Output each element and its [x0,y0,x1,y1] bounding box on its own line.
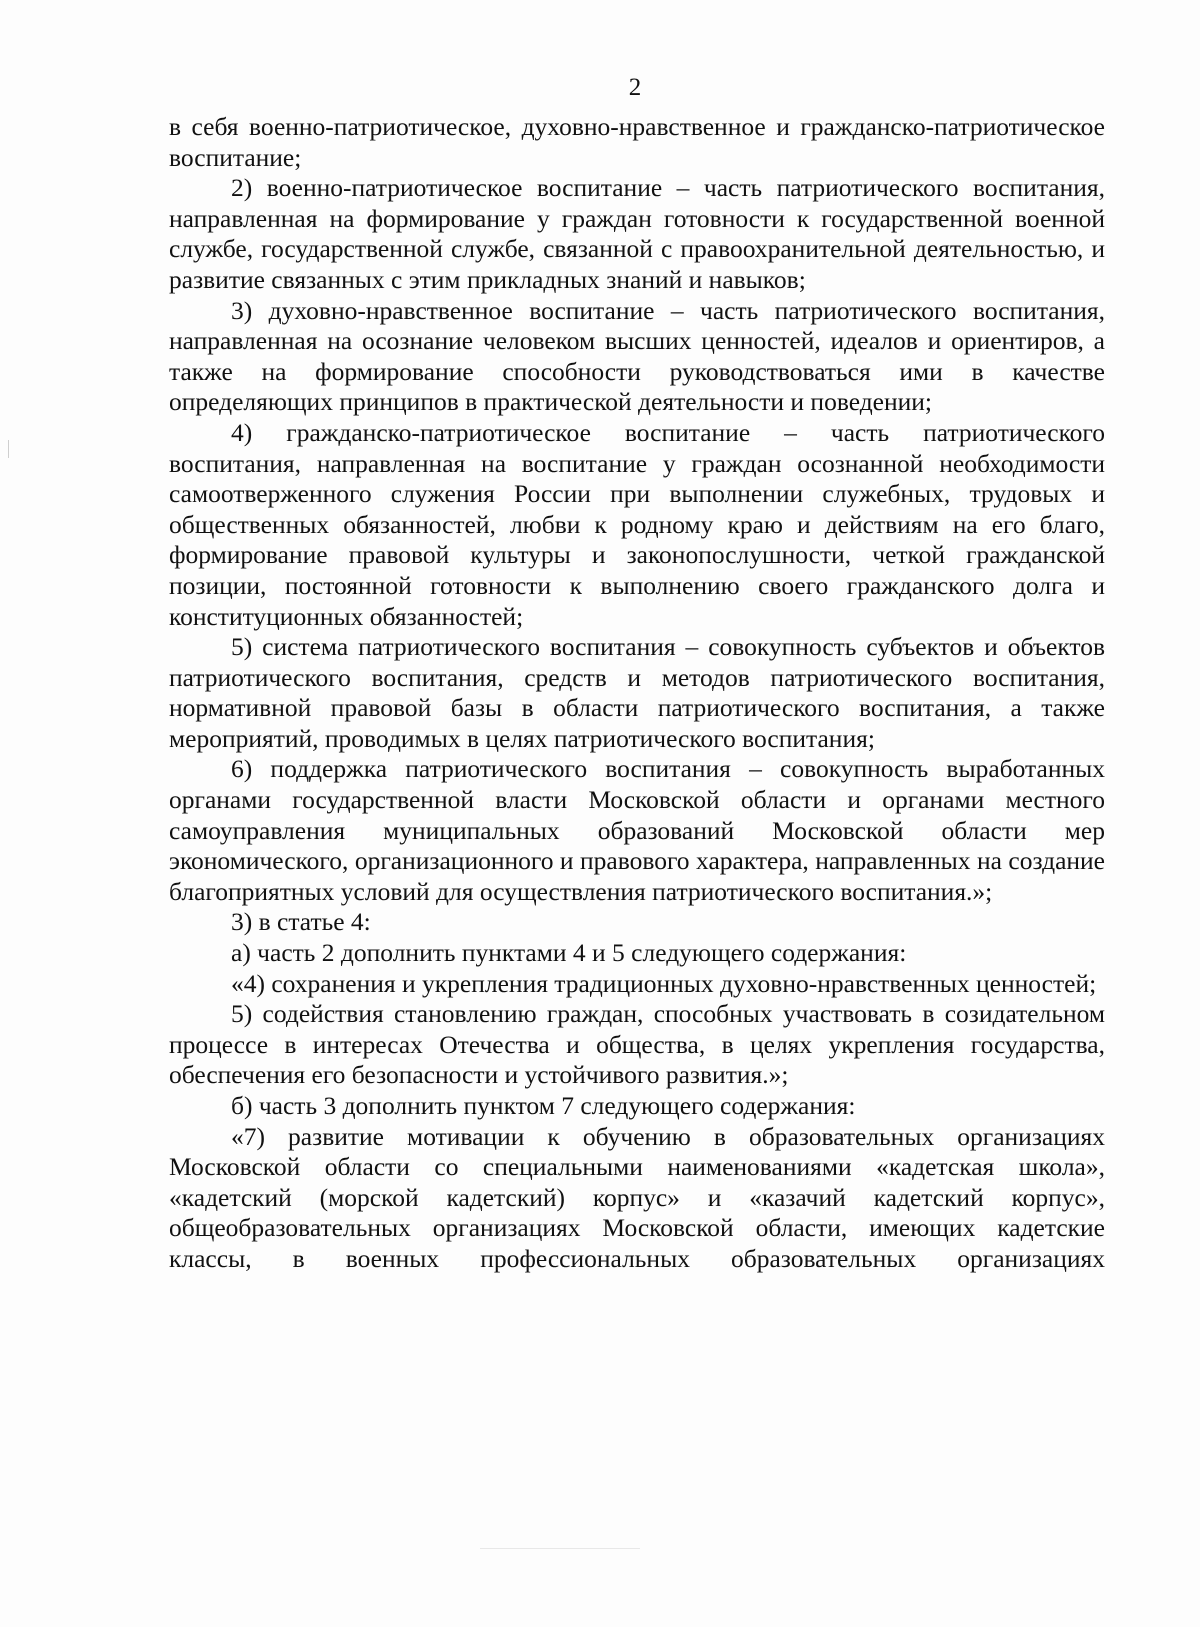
paragraph: 5) содействия становлению граждан, способных участвовать в созидательном процессе в интересах Отечества и общества, в целях укрепления государства, обеспечения его безопасности и устойчивого развития.»; [169,999,1105,1090]
paragraph: 3) духовно-нравственное воспитание – часть патриотического воспитания, направленная на осознание человеком высших ценностей, идеалов и ориентиров, а также на формирование способности руководствоваться ими в качестве определяющих принципов в практической деятельности и поведении; [169,295,1105,417]
paragraph: в себя военно-патриотическое, духовно-нравственное и гражданско-патриотическое воспитание; [169,112,1105,172]
paragraph: 4) гражданско-патриотическое воспитание – часть патриотического воспитания, направленная на воспитание у граждан осознанной необходимости самоотверженного служения России при выполнении служебных, трудовых и общественных обязанностей, любви к родному краю и действиям на его благо, формирование правовой культуры и законопослушности, четкой гражданской позиции, постоянной готовности к выполнению своего гражданского долга и конституционных обязанностей; [169,417,1105,631]
paragraph: 5) система патриотического воспитания – совокупность субъектов и объектов патриотического воспитания, средств и методов патриотического воспитания, нормативной правовой базы в области патриотического воспитания, а также мероприятий, проводимых в целях патриотического воспитания; [169,632,1105,753]
paragraph: 2) военно-патриотическое воспитание – часть патриотического воспитания, направленная на формирование у граждан готовности к государственной военной службе, государственной службе, связанной с правоохранительной деятельностью, и развитие связанных с этим прикладных знаний и навыков; [169,173,1105,294]
page-number: 2 [628,74,642,101]
paragraph-continued: «7) развитие мотивации к обучению в образовательных организациях Московской области со специальными наименованиями «кадетская школа», «кадетский (морской кадетский) корпус» и «казачий кадетский корпус», общеобразовательных организациях Московской области, имеющих кадетские классы, в военных профессиональных образовательных организациях [169,1121,1105,1273]
paragraph: «4) сохранения и укрепления традиционных духовно-нравственных ценностей; [231,968,1097,998]
paragraph: а) часть 2 дополнить пунктами 4 и 5 следующего содержания: [231,938,907,968]
scan-artifact [480,1548,640,1549]
paragraph: б) часть 3 дополнить пунктом 7 следующего содержания: [231,1091,856,1120]
paragraph: 6) поддержка патриотического воспитания – совокупность выработанных органами государственной власти Московской области и органами местного самоуправления муниципальных образований Московской области мер экономического, организационного и правового характера, направленных на создание благоприятных условий для осуществления патриотического воспитания.»; [169,754,1105,906]
document-body [169,112,1105,1275]
scan-margin-mark [8,440,9,458]
paragraph: 3) в статье 4: [231,907,371,937]
